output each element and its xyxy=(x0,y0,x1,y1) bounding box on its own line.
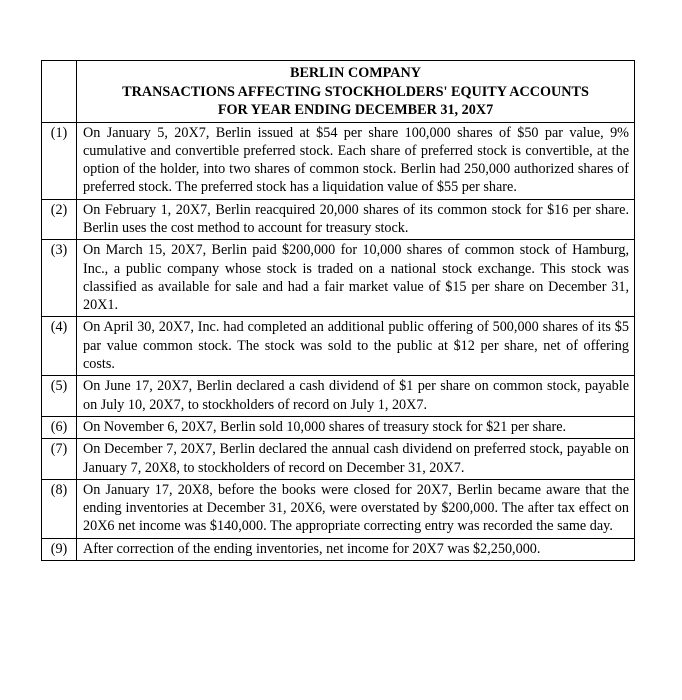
transaction-text: On June 17, 20X7, Berlin declared a cash dividend of $1 per share on common stock, payable on July 10, 20X7, to stockholders of record on July 1, 20X7. xyxy=(77,376,635,417)
transaction-number: (9) xyxy=(42,538,77,560)
transaction-text: On February 1, 20X7, Berlin reacquired 20,000 shares of its common stock for $16 per share. Berlin uses the cost method to account for treasury stock. xyxy=(77,199,635,240)
transaction-text: On November 6, 20X7, Berlin sold 10,000 shares of treasury stock for $21 per share. xyxy=(77,416,635,438)
header-number-cell xyxy=(42,61,77,123)
company-name: BERLIN COMPANY xyxy=(290,65,421,81)
transaction-row xyxy=(42,416,635,438)
transaction-row xyxy=(42,122,635,199)
transaction-row xyxy=(42,479,635,538)
table-header xyxy=(77,61,635,123)
transaction-row xyxy=(42,240,635,317)
transaction-number: (4) xyxy=(42,317,77,376)
transaction-number: (7) xyxy=(42,439,77,480)
transaction-row xyxy=(42,538,635,560)
transaction-number: (1) xyxy=(42,122,77,199)
transaction-text: On March 15, 20X7, Berlin paid $200,000 for 10,000 shares of common stock of Hamburg, Inc., a public company whose stock is traded on a national stock exchange. This stock was classified as available for sale and had a fair market value of $15 per share on December 31, 20X1. xyxy=(77,240,635,317)
header-row xyxy=(42,61,635,123)
transaction-text: On December 7, 20X7, Berlin declared the annual cash dividend on preferred stock, payable on January 7, 20X8, to stockholders of record on December 31, 20X7. xyxy=(77,439,635,480)
transaction-text: On January 17, 20X8, before the books were closed for 20X7, Berlin became aware that the ending inventories at December 31, 20X6, were overstated by $200,000. The after tax effect on 20X6 net income was $140,000. The appropriate correcting entry was recorded the same day. xyxy=(77,479,635,538)
period-label: FOR YEAR ENDING DECEMBER 31, 20X7 xyxy=(217,102,494,118)
transaction-number: (6) xyxy=(42,416,77,438)
transaction-row xyxy=(42,317,635,376)
transaction-row xyxy=(42,376,635,417)
transaction-row xyxy=(42,439,635,480)
transaction-row xyxy=(42,199,635,240)
transaction-text: After correction of the ending inventories, net income for 20X7 was $2,250,000. xyxy=(77,538,635,560)
transaction-number: (2) xyxy=(42,199,77,240)
transactions-table xyxy=(41,60,635,561)
transaction-number: (5) xyxy=(42,376,77,417)
transaction-text: On April 30, 20X7, Inc. had completed an additional public offering of 500,000 shares of its $5 par value common stock. The stock was sold to the public at $12 per share, net of offering costs. xyxy=(77,317,635,376)
transaction-number: (8) xyxy=(42,479,77,538)
table-subtitle: TRANSACTIONS AFFECTING STOCKHOLDERS' EQUITY ACCOUNTS xyxy=(122,83,589,100)
transaction-number: (3) xyxy=(42,240,77,317)
transaction-text: On January 5, 20X7, Berlin issued at $54 per share 100,000 shares of $50 par value, 9% cumulative and convertible preferred stock. Each share of preferred stock is convertible, at the option of the holder, into two shares of common stock. Berlin had 250,000 authorized shares of preferred stock. The preferred stock has a liquidation value of $55 per share. xyxy=(77,122,635,199)
